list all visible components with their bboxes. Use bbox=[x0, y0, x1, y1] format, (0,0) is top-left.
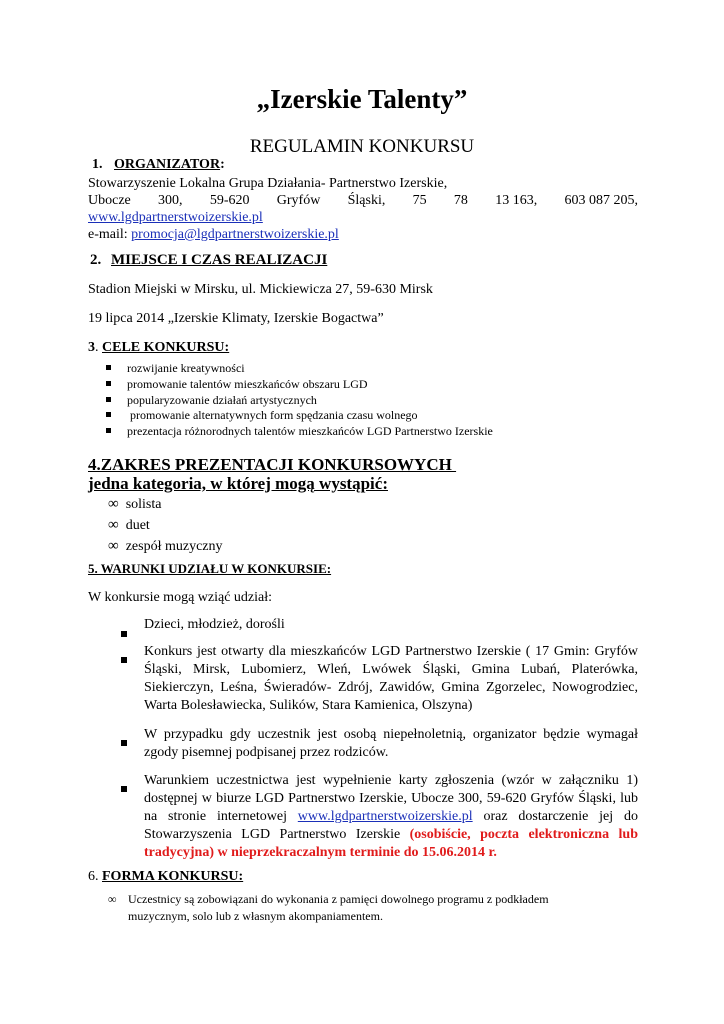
condition-item-4 bbox=[144, 772, 638, 862]
addr-part: 75 bbox=[412, 193, 427, 208]
section-2-number: 2. bbox=[90, 252, 102, 268]
square-bullet-icon bbox=[121, 657, 127, 663]
condition-item-3: W przypadku gdy uczestnik jest osobą niepełnoletnią, organizator będzie wymagał zgody pisemnej podpisanej przez rodziców. bbox=[144, 727, 638, 760]
organizer-address bbox=[88, 193, 638, 209]
section-3-heading bbox=[88, 340, 229, 356]
section-1-title: ORGANIZATOR bbox=[114, 157, 221, 172]
goal-item bbox=[106, 377, 368, 392]
section-6-number: 6. bbox=[88, 869, 102, 884]
addr-part: Śląski, bbox=[347, 193, 386, 208]
category-item-text: zespół muzyczny bbox=[125, 539, 223, 554]
goal-item bbox=[106, 408, 418, 423]
organizer-name: Stowarzyszenie Lokalna Grupa Działania- Partnerstwo Izerskie, bbox=[88, 176, 448, 191]
section-4-subheading: jedna kategoria, w której mogą wystąpić: bbox=[88, 474, 388, 493]
goal-item-text: promowanie talentów mieszkańców obszaru LGD bbox=[127, 377, 368, 391]
square-bullet-icon bbox=[106, 365, 111, 370]
goal-item-text: prezentacja różnorodnych talentów mieszkańców LGD Partnerstwo Izerskie bbox=[127, 424, 493, 438]
section-1-heading bbox=[92, 157, 225, 173]
infinity-bullet-icon: ∞ bbox=[108, 496, 119, 512]
category-item bbox=[108, 496, 161, 513]
condition-4-text-a: Warunkiem uczestnictwa jest wypełnienie karty zgłoszenia (wzór w załączniku 1) dostępnej w biurze LGD Partnerstwo Izerskie, Ubocze 300, 59-620 Gryfów Śląski, lub na stronie internetowej bbox=[144, 773, 638, 824]
section-6-title: FORMA KONKURSU: bbox=[102, 869, 244, 884]
email-line bbox=[88, 227, 339, 243]
square-bullet-icon bbox=[121, 631, 127, 637]
addr-part: Ubocze bbox=[88, 193, 131, 208]
square-bullet-icon bbox=[121, 786, 127, 792]
section-5-heading: 5. WARUNKI UDZIAŁU W KONKURSIE: bbox=[88, 561, 332, 576]
section-2-heading bbox=[90, 252, 327, 269]
condition-4-website-link[interactable]: www.lgdpartnerstwoizerskie.pl bbox=[297, 809, 473, 824]
infinity-bullet-icon: ∞ bbox=[108, 517, 119, 533]
section-3-number: 3 bbox=[88, 340, 95, 355]
square-bullet-icon bbox=[106, 412, 111, 417]
section-3-title: CELE KONKURSU: bbox=[102, 340, 230, 355]
addr-part: 300, bbox=[158, 193, 183, 208]
bullet-icon bbox=[121, 650, 127, 668]
email-label: e-mail: bbox=[88, 227, 132, 242]
section-1-number: 1. bbox=[92, 157, 103, 172]
form-item: Uczestnicy są zobowiązani do wykonania z pamięci dowolnego programu z podkładem muzycznym, solo lub z własnym akompaniamentem. bbox=[128, 892, 549, 923]
bullet-icon bbox=[121, 624, 127, 642]
section-4-heading: 4.ZAKRES PREZENTACJI KONKURSOWYCH bbox=[88, 455, 457, 474]
addr-part: 603 087 205, bbox=[564, 193, 638, 208]
bullet-icon bbox=[121, 779, 127, 797]
section-2-title: MIEJSCE I CZAS REALIZACJI bbox=[111, 252, 328, 268]
goal-item bbox=[106, 393, 317, 408]
document-title: „Izerskie Talenty” bbox=[256, 84, 468, 114]
event-place: Stadion Miejski w Mirsku, ul. Mickiewicza 27, 59-630 Mirsk bbox=[88, 282, 433, 297]
condition-item-2: Konkurs jest otwarty dla mieszkańców LGD Partnerstwo Izerskie ( 17 Gmin: Gryfów Śląski, Mirsk, Lubomierz, Wleń, Lwówek Śląski, Gmina Lubań, Platerówka, Siekierczyn, Leśna, Świeradów- Zdrój, Zawidów, Gmina Zgorzelec, Nowogrodziec, Warta Bolesławiecka, Sulików, Stara Kamienica, Olszyna) bbox=[144, 644, 638, 713]
goal-item-text: promowanie alternatywnych form spędzania czasu wolnego bbox=[127, 408, 418, 422]
bullet-icon bbox=[121, 733, 127, 751]
addr-part: 13 163, bbox=[495, 193, 538, 208]
infinity-bullet-icon: ∞ bbox=[108, 538, 119, 554]
section-1-colon: : bbox=[220, 157, 225, 172]
condition-4-text-b: oraz dostarczenie jej do Stowarzyszenia LGD Partnerstwo Izerskie bbox=[144, 809, 638, 842]
goal-item bbox=[106, 361, 245, 376]
addr-part: 59-620 bbox=[209, 193, 250, 208]
section-3-dot: . bbox=[95, 340, 102, 355]
infinity-bullet-icon: ∞ bbox=[108, 892, 117, 906]
square-bullet-icon bbox=[106, 381, 111, 386]
document-subtitle: REGULAMIN KONKURSU bbox=[249, 136, 475, 157]
section-6-heading bbox=[88, 869, 243, 885]
event-date: 19 lipca 2014 „Izerskie Klimaty, Izerskie Bogactwa” bbox=[88, 311, 384, 326]
category-item bbox=[108, 538, 223, 555]
addr-part: 78 bbox=[453, 193, 468, 208]
category-item-text: solista bbox=[125, 497, 162, 512]
condition-item-1: Dzieci, młodzież, dorośli bbox=[144, 617, 285, 632]
goal-item bbox=[106, 424, 493, 439]
participation-intro: W konkursie mogą wziąć udział: bbox=[88, 590, 273, 605]
category-item-text: duet bbox=[125, 518, 150, 533]
square-bullet-icon bbox=[106, 428, 111, 433]
email-link[interactable]: promocja@lgdpartnerstwoizerskie.pl bbox=[131, 227, 339, 242]
square-bullet-icon bbox=[121, 740, 127, 746]
category-item bbox=[108, 517, 150, 534]
addr-part: Gryfów bbox=[276, 193, 321, 208]
square-bullet-icon bbox=[106, 397, 111, 402]
deadline-note: (osobiście, poczta elektroniczna lub tradycyjna) w nieprzekraczalnym terminie do 15.06.2014 r. bbox=[144, 827, 638, 860]
goal-item-text: rozwijanie kreatywności bbox=[127, 361, 245, 375]
website-link[interactable]: www.lgdpartnerstwoizerskie.pl bbox=[88, 210, 263, 225]
goal-item-text: popularyzowanie działań artystycznych bbox=[127, 393, 317, 407]
